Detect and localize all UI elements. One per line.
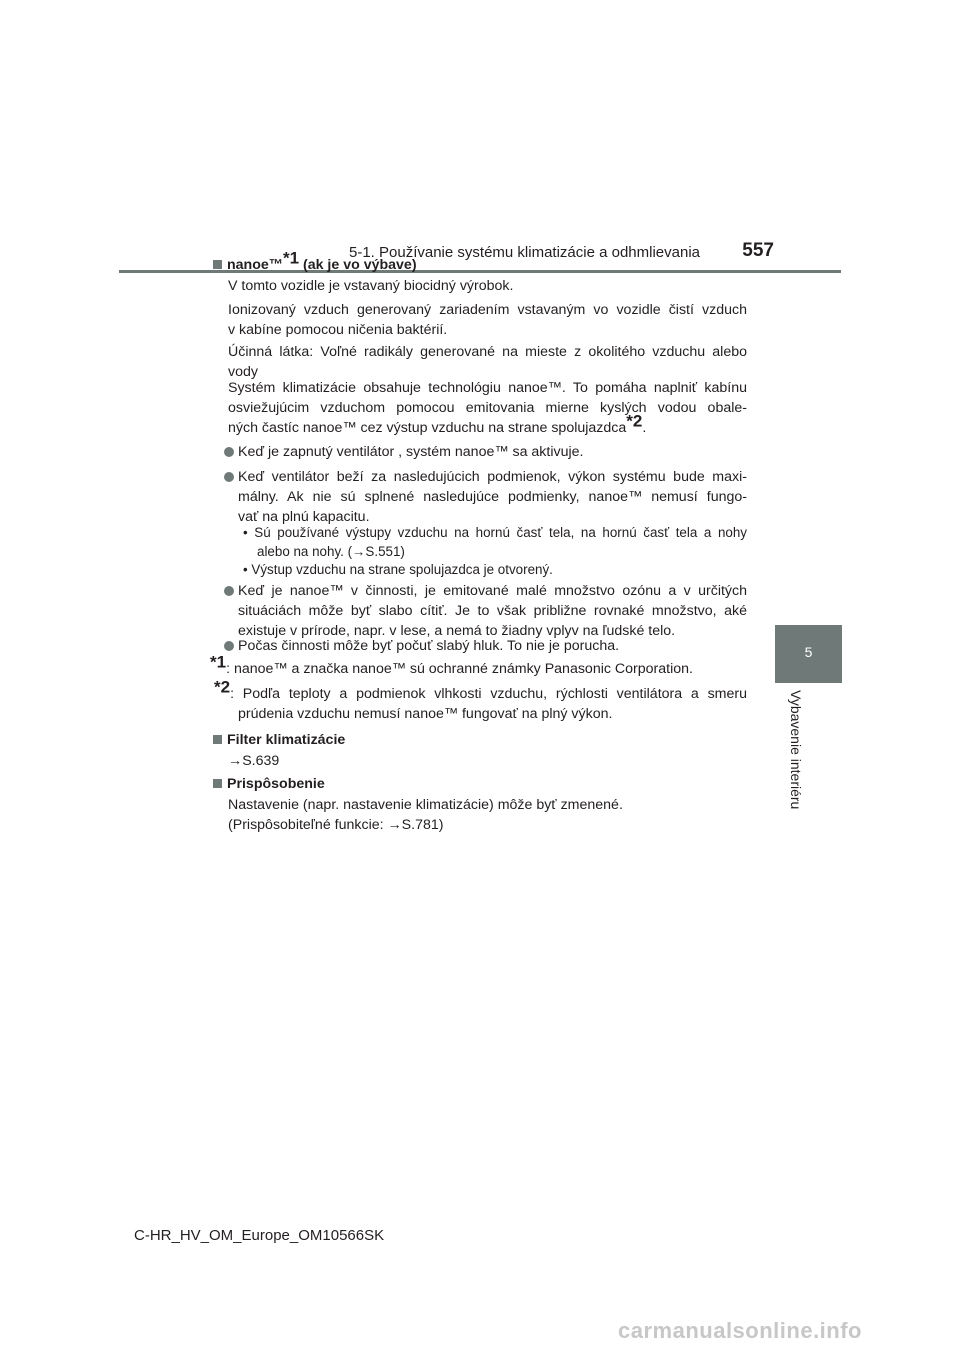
section-heading-filter: Filter klimatizácie [213, 730, 345, 750]
paragraph: Ionizovaný vzduch generovaný zariadením vstavaným vo vozidle čistí vzduch v kabíne pomocou ničenia baktérií. [228, 302, 747, 338]
footnote-1: $^{*1}$: nanoe™ a značka nanoe™ sú ochranné známky Panasonic Corporation. [210, 652, 693, 677]
list-item: Keď ventilátor beží za nasledujúcich podmienok, výkon systému bude maxi- málny. Ak nie sú splnené nasledujúce podmienky, nanoe™ nemusí fungo- vať na plnú kapacitu. [238, 469, 747, 525]
square-bullet-icon [213, 735, 222, 744]
round-bullet-icon [224, 586, 234, 596]
page-number: 557 [742, 240, 774, 261]
section-heading-nanoe: nanoe™$^{*1}$ (ak je vo výbave) [213, 255, 417, 275]
cross-reference: →S.639 [228, 753, 280, 769]
list-item: Keď je nanoe™ v činnosti, je emitované malé množstvo ozónu a v určitých situáciách môže byť slabo cítiť. Je to však približne rovnaké množstvo, aké existuje v prírode, napr. v lese, a nemá to žiadny vplyv na ľudské telo. [238, 583, 747, 639]
list-item: Počas činnosti môže byť počuť slabý hluk. To nie je porucha. [238, 638, 620, 654]
round-bullet-icon [224, 641, 234, 651]
watermark-text: carmanualsonline.info [618, 1318, 862, 1343]
paragraph: Účinná látka: Voľné radikály generované na mieste z okolitého vzduchu alebo vody [228, 344, 747, 380]
sub-list-item: • Výstup vzduchu na strane spolujazdca je otvorený. [243, 562, 553, 577]
footnote-2: $^{*2}$: Podľa teploty a podmienok vlhkosti vzduchu, rýchlosti ventilátora a smeru prúdenia vzduchu nemusí nanoe™ fungovať na plný výkon. [214, 677, 747, 722]
square-bullet-icon [213, 779, 222, 788]
paragraph: Systém klimatizácie obsahuje technológiu nanoe™. To pomáha naplniť kabínu osviežujúcim vzduchom pomocou emitovania mierne kyslých vodou obale- ných častíc nanoe™ cez výstup vzduchu na strane spolujazdca$^{*2}$. [228, 380, 747, 436]
paragraph: Nastavenie (napr. nastavenie klimatizácie) môže byť zmenené. (Prispôsobiteľné funkcie: →S.781) [228, 797, 623, 833]
chapter-tab-number: 5 [804, 644, 813, 660]
header-section-title: 5-1. Používanie systému klimatizácie a odhmlievania [349, 244, 700, 261]
round-bullet-icon [224, 447, 234, 457]
chapter-tab-label: Vybavenie interiéru [788, 690, 804, 810]
paragraph: V tomto vozidle je vstavaný biocidný výrobok. [228, 278, 514, 294]
sub-list-item: • Sú používané výstupy vzduchu na hornú časť tela, na hornú časť tela a nohy alebo na nohy. (→S.551) [243, 525, 747, 559]
round-bullet-icon [224, 472, 234, 482]
section-heading-customization: Prispôsobenie [213, 774, 325, 794]
document-code: C-HR_HV_OM_Europe_OM10566SK [134, 1227, 385, 1244]
list-item: Keď je zapnutý ventilátor , systém nanoe™ sa aktivuje. [238, 444, 584, 460]
square-bullet-icon [213, 260, 222, 269]
